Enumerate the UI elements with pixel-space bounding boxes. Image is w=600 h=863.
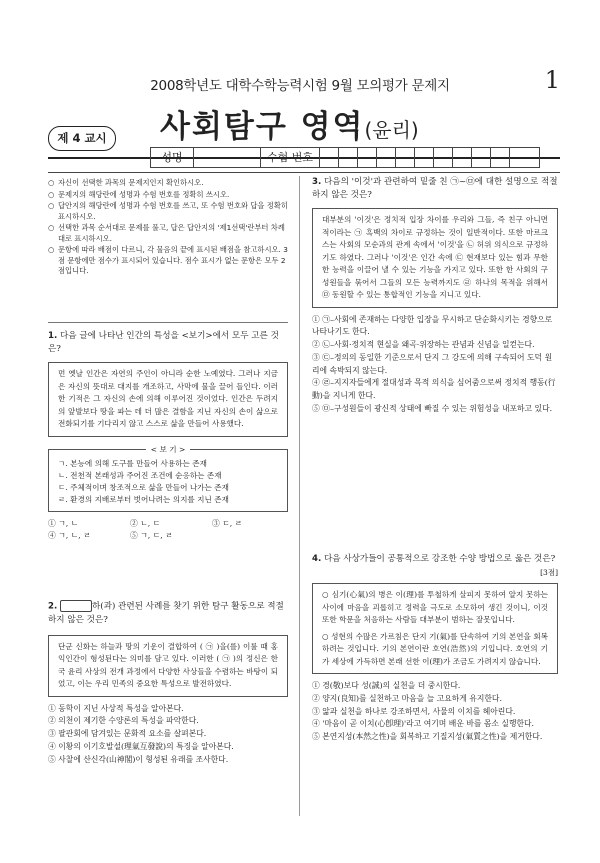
answer-option[interactable]: ② ㄴ, ㄷ (130, 518, 161, 528)
instructions (48, 178, 288, 278)
question-number: 2. (48, 601, 58, 612)
bogi-item: ㄱ. 본능에 의해 도구를 만들어 사용하는 존재 (58, 458, 207, 468)
name-exam-box (150, 147, 540, 168)
answer-option[interactable]: ② 의천이 제기한 수양론의 특성을 파악한다. (48, 716, 199, 726)
instruction-item: ○ 답안지의 해당란에 성명과 수험 번호를 쓰고, 또 수험 번호와 답을 정확히 표시하시오. (48, 201, 288, 222)
exam-no-cell[interactable] (453, 148, 472, 167)
answer-option[interactable]: ④ '마음이 곧 이치(心卽理)'라고 여기며 배운 바를 몸소 실행한다. (312, 719, 535, 729)
passage-item: ○ 성현의 수많은 가르침은 단지 기(氣)를 단속하여 기의 본연을 회복하려는 것입니다. 기의 본연이란 호연(浩然)의 기입니다. 호연의 기가 세상에 가득하면 본래 선한 이(理)가 조금도 가려지지 않습니다. (322, 631, 548, 666)
instruction-item: ○ 선택한 과목 순서대로 문제를 풀고, 답은 답안지의 '제1선택'란부터 차례대로 표시하시오. (48, 223, 288, 244)
exam-no-cell[interactable] (510, 148, 539, 167)
question-1 (48, 330, 288, 543)
answer-option[interactable]: ④ ㉣–지지자들에게 절대성과 목적 의식을 심어줌으로써 정치적 행동(行動)을 지니게 한다. (312, 378, 556, 401)
answer-option[interactable]: ③ 앎과 실천을 하나로 강조하면서, 사물의 이치를 헤아린다. (312, 706, 516, 716)
question-stem: 다음 글에 나타난 인간의 특성을 <보기>에서 모두 고른 것은? (48, 331, 279, 354)
exam-no-cell[interactable] (377, 148, 396, 167)
question-passage: 단군 신화는 하늘과 땅의 기운이 결합하여 ( ㉠ )을(를) 이룰 때 홍익인간이 형성된다는 의미를 담고 있다. 이러한 ( ㉠ )의 정신은 한국 윤리 사상의 전개 과정에서 다양한 사상들을 수렴하는 바탕이 되었고, 이는 우리 민족의 중요한 특성으로 발전하였다. (48, 635, 288, 697)
answer-option[interactable]: ② 양지(良知)를 실천하고 마음을 늘 고요하게 유지한다. (312, 693, 502, 703)
subject-name: 사회탐구 영역 (160, 109, 365, 145)
subject-sub: (윤리) (364, 118, 419, 142)
page-number: 1 (544, 66, 560, 94)
exam-no-cell[interactable] (434, 148, 453, 167)
answer-option[interactable]: ⑤ ㉤–구성원들이 광신적 상태에 빠질 수 있는 위험성을 내포하고 있다. (312, 404, 553, 414)
answer-options (48, 703, 288, 767)
answer-option[interactable]: ⑤ ㄱ, ㄷ, ㄹ (130, 531, 173, 540)
question-3 (312, 176, 558, 416)
answer-option[interactable]: ④ ㄱ, ㄴ, ㄹ (48, 531, 91, 540)
exam-no-cell[interactable] (320, 148, 339, 167)
answer-option[interactable]: ① ㉠–사회에 존재하는 다양한 입장을 무시하고 단순화시키는 경향으로 나타나기도 한다. (312, 314, 553, 337)
bogi-box (48, 444, 288, 512)
question-stem: 하(과) 관련된 사례를 찾기 위한 탐구 활동으로 적절하지 않은 것은? (48, 601, 284, 625)
question-2 (48, 600, 288, 766)
header-rule-2 (48, 172, 560, 173)
question-4 (312, 553, 558, 744)
question-passage: 먼 옛날 인간은 자연의 주인이 아니라 순한 노예였다. 그러나 지금은 자신의 뜻대로 대지를 개조하고, 사막에 물을 끌어 들인다. 이러한 기적은 그 자신의 손에 의해 이루어진 것이었다. 인간은 두려지의 앞발보다 땅을 파는 데 더 많은 결함을 지닌 자신의 손이 삶으로 전화되기를 기다리지 않고 스스로 삶을 만들어 사용했다. (48, 362, 288, 437)
question-passage (312, 583, 558, 674)
question-stem: 다음 사상가들이 공통적으로 강조한 수양 방법으로 옳은 것은? (323, 554, 556, 564)
answer-option[interactable]: ⑤ 본연지성(本然之性)을 회복하고 기질지성(氣質之性)을 제거한다. (312, 732, 543, 742)
column-divider (299, 176, 300, 816)
question-number: 4. (312, 554, 322, 564)
answer-option[interactable]: ① ㄱ, ㄴ (48, 518, 79, 528)
answer-option[interactable]: ④ 이황의 이기호발설(理氣互發說)의 특징을 알아본다. (48, 741, 234, 751)
exam-no-cell[interactable] (472, 148, 491, 167)
answer-options (48, 518, 288, 543)
bogi-label-wrap (49, 444, 287, 456)
subject-title (160, 101, 419, 146)
instruction-item: ○ 자신이 선택한 과목의 문제지인지 확인하시오. (48, 178, 288, 189)
instructions-rule (48, 322, 288, 323)
points-label: [3점] (540, 568, 558, 577)
exam-no-cell[interactable] (339, 148, 358, 167)
answer-options (312, 314, 558, 416)
exam-no-cell[interactable] (358, 148, 377, 167)
name-field[interactable] (194, 148, 261, 167)
instruction-item: ○ 문항에 따라 배점이 다르니, 각 물음의 끝에 표시된 배점을 참고하시오. 3점 문항에만 점수가 표시되어 있습니다. 점수 표시가 없는 문항은 모두 2점입니다. (48, 245, 288, 277)
question-number: 1. (48, 331, 58, 341)
question-stem: 다음의 '이것'과 관련하여 밑줄 친 ㉠~㉤에 대한 설명으로 적절하지 않은 것은? (312, 177, 558, 200)
answer-option[interactable]: ① 경(敬)보다 성(誠)의 실천을 더 중시한다. (312, 681, 461, 690)
exam-no-label: 수험 번호 (261, 148, 320, 167)
exam-no-cell[interactable] (396, 148, 415, 167)
answer-option[interactable]: ③ ㉢–정의의 동일한 기준으로서 단지 그 강도에 의해 구속되어 도덕 원리에 속박되지 않는다. (312, 352, 553, 375)
period-badge: 제 4 교시 (48, 126, 116, 151)
answer-option[interactable]: ② ㉡–사회·정치적 현실을 왜곡·위장하는 관념과 신념을 일컫는다. (312, 340, 535, 350)
exam-no-dash: – (415, 148, 434, 167)
bogi-item: ㄴ. 전천적 본래성과 주어진 조건에 순응하는 존재 (58, 470, 222, 480)
bogi-item: ㄷ. 주체적이며 창조적으로 삶을 만들어 나가는 존재 (58, 482, 229, 492)
bogi-label: < 보 기 > (146, 445, 191, 454)
passage-item: ○ 심기(心氣)의 병은 이(理)를 투철하게 살피지 못하여 알지 못하는 사이에 마음을 괴롭히고 정력을 극도로 소모하여 생긴 것이니, 이것 또한 학문을 처음하는 사람들 대부분이 범하는 잘못입니다. (322, 590, 548, 624)
name-label: 성명 (151, 148, 194, 167)
exam-no-cell[interactable] (491, 148, 510, 167)
bogi-item: ㄹ. 환경의 지배로부터 벗어나려는 의지를 지닌 존재 (58, 494, 229, 504)
answer-options (312, 680, 558, 744)
question-passage: 대부분의 '이것'은 정치적 입장 차이를 우리와 그들, 즉 친구 아니면 적이라는 ㉠ 흑백의 차이로 규정하는 것이 일반적이다. 또한 마르크스는 사회의 모순과의 관계 속에서 '이것'을 ㉡ 허위 의식으로 규정하기도 하였다. 그러나 '이것'은 인간 속에 ㉢ 현재보다 있는 힘과 무한한 능력을 이끌어 낼 수 있는 기능을 가지고 있다. 또한 한 사회의 구성원들을 묶어서 그들의 모든 능력까지도 ㉣ 하나의 목적을 위해서 ㉤ 동원할 수 있는 통합적인 기능을 지니고 있다. (312, 208, 558, 308)
answer-option[interactable]: ③ ㄷ, ㄹ (212, 518, 243, 528)
answer-option[interactable]: ③ 팔관회에 담겨있는 문화적 요소를 살펴본다. (48, 729, 207, 739)
question-number: 3. (312, 177, 322, 187)
blank-box (60, 600, 92, 612)
answer-option[interactable]: ① 동학이 지닌 사상적 특성을 알아본다. (48, 703, 184, 713)
exam-title: 2008학년도 대학수학능력시험 9월 모의평가 문제지 (150, 78, 450, 94)
instruction-item: ○ 문제지의 해당란에 성명과 수험 번호를 정확히 쓰시오. (48, 190, 288, 201)
answer-option[interactable]: ⑤ 사찰에 산신각(山神閣)이 형성된 유래를 조사한다. (48, 754, 229, 764)
